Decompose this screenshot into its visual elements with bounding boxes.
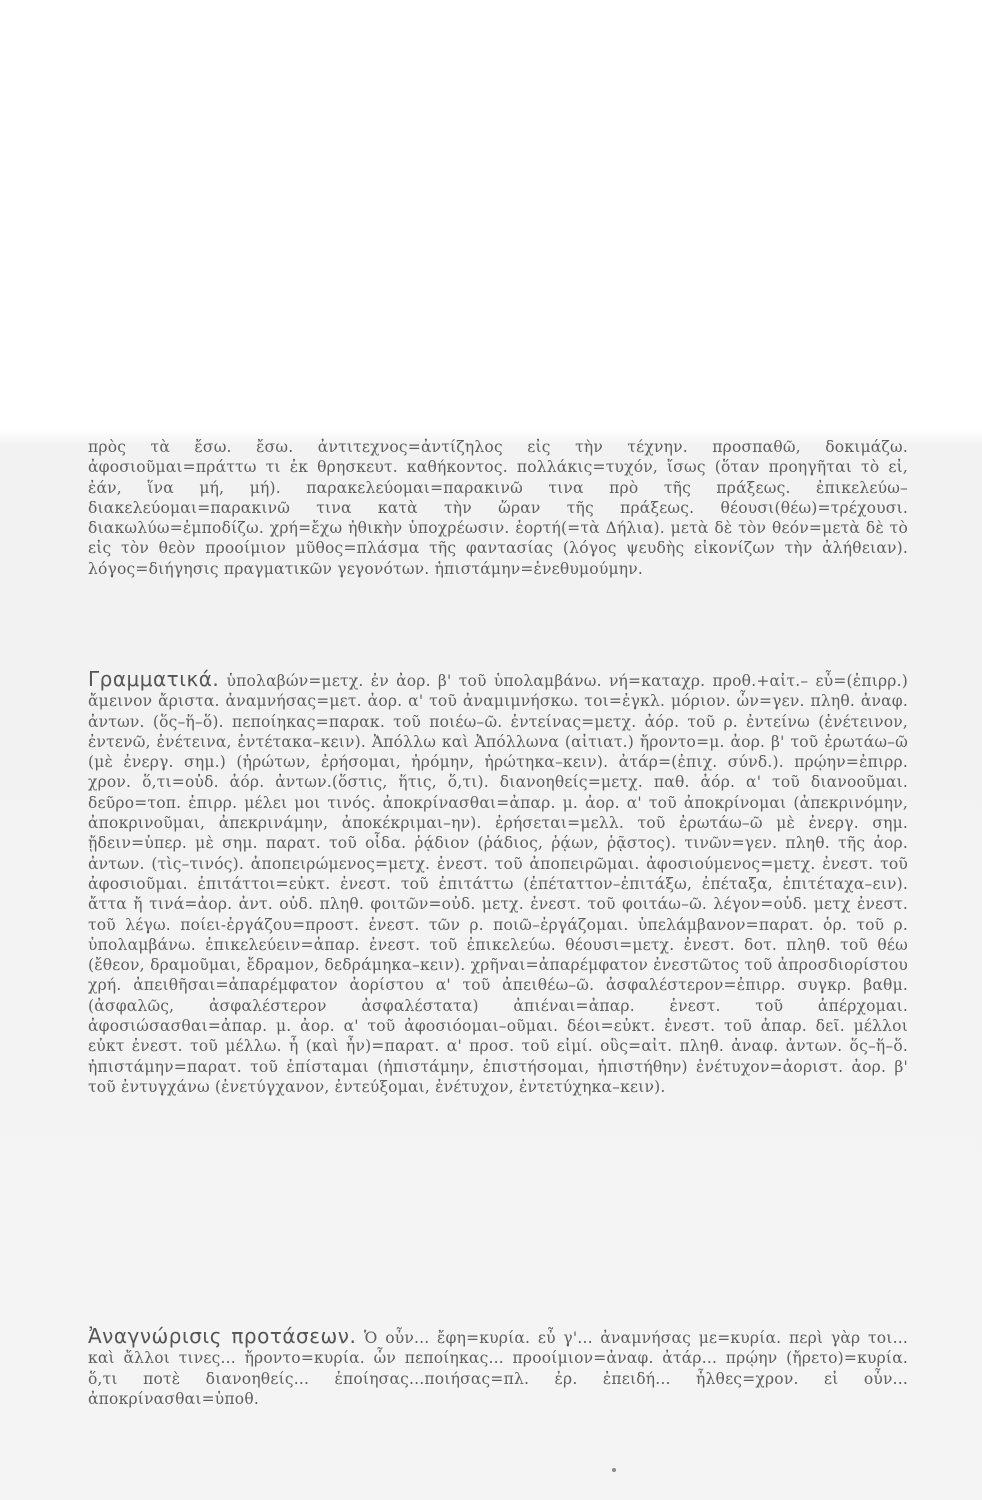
scan-speck — [612, 1468, 616, 1472]
recognition-heading: Ἀναγνώρισις προτάσεων. — [88, 1324, 357, 1348]
glossary-text: πρὸς τὰ ἔσω. ἔσω. ἀντιτεχνος=ἀντίζηλος εἰς τὴν τέχνην. προσπαθῶ, δοκιμάζω. ἀφοσιοῦμαι=πράττω τι ἐκ θρησκευτ. καθήκοντος. πολλάκις=τυχόν, ἴσως (ὅταν προηγῆται τὸ εἰ, ἐάν, ἵνα μή, μή). παρακελεύομαι=παρακινῶ τινα πρὸ τῆς πράξεως. ἐπικελεύω–διακελεύομαι=παρακινῶ τινα κατὰ τὴν ὥραν τῆς πράξεως. θέουσι(θέω)=τρέχουσι. διακωλύω=ἐμποδίζω. χρή=ἔχω ἠθικὴν ὑποχρέωσιν. ἑορτή(=τὰ Δήλια). μετὰ δὲ τὸν θεόν=μετὰ δὲ τὸ εἰς τὸν θεὸν προοίμιον μῦθος=πλάσμα τῆς φαντασίας (λόγος ψευδὴς εἰκονίζων τὴν ἀλήθειαν). λόγος=διήγησις πραγματικῶν γεγονότων. ἠπιστάμην=ἐνεθυμούμην. — [88, 438, 908, 578]
glossary-continuation — [88, 437, 908, 579]
grammar-paragraph — [88, 669, 908, 1097]
grammar-text: ὑπολαβών=μετχ. ἐν ἀορ. β' τοῦ ὑπολαμβάνω. νή=καταχρ. προθ.+αἰτ.– εὖ=(ἐπιρρ.) ἄμεινον ἄριστα. ἀναμνήσας=μετ. ἀορ. α' τοῦ ἀναμιμνήσκω. τοι=ἐγκλ. μόριον. ὧν=γεν. πληθ. ἀναφ. ἀντων. (ὅς–ἥ–ὅ). πεποίηκας=παρακ. τοῦ ποιέω–ῶ. ἐντείνας=μετχ. ἀόρ. τοῦ ρ. ἐντείνω (ἐνέτεινον, ἐντενῶ, ἐνέτεινα, ἐντέτακα–κειν). Ἀπόλλω καὶ Ἀπόλλωνα (αἰτιατ.) ἤροντο=μ. ἀορ. β' τοῦ ἐρωτάω–ῶ (μὲ ἐνεργ. σημ.) (ἠρώτων, ἐρήσομαι, ἠρόμην, ἠρώτηκα–κειν). ἀτάρ=(ἐπιχ. σύνδ.). πρῴην=ἐπιρρ. χρον. ὅ,τι=οὐδ. ἀόρ. ἀντων.(ὅστις, ἥτις, ὅ,τι). διανοηθείς=μετχ. παθ. ἀόρ. α' τοῦ διανοοῦμαι. δεῦρο=τοπ. ἐπιρρ. μέλει μοι τινός. ἀποκρίνασθαι=ἀπαρ. μ. ἀορ. α' τοῦ ἀποκρίνομαι (ἀπεκρινόμην, ἀποκρινοῦμαι, ἀπεκρινάμην, ἀποκέκριμαι–ην). ἐρήσεται=μελλ. τοῦ ἐρωτάω–ῶ μὲ ἐνεργ. σημ. ᾔδειν=ὑπερ. μὲ σημ. παρατ. τοῦ οἶδα. ῥᾴδιον (ῥάδιος, ῥᾴων, ῥᾷστος). τινῶν=γεν. πληθ. τῆς ἀορ. ἀντων. (τὶς–τινός). ἀποπειρώμενος=μετχ. ἐνεστ. τοῦ ἀποπειρῶμαι. ἀφοσιούμενος=μετχ. ἐνεστ. τοῦ ἀφοσιοῦμαι. ἐπιτάττοι=εὐκτ. ἐνεστ. τοῦ ἐπιτάττω (ἐπέταττον–ἐπιτάξω, ἐπέταξα, ἐπιτέταχα–ειν). ἄττα ἤ τινά=ἀορ. ἀντ. οὐδ. πληθ. φοιτῶν=οὐδ. μετχ. ἐνεστ. τοῦ φοιτάω–ῶ. λέγον=οὐδ. μετχ ἐνεστ. τοῦ λέγω. ποίει-ἐργάζου=προστ. ἐνεστ. τῶν ρ. ποιῶ–ἐργάζομαι. ὑπελάμβανον=παρατ. ὁρ. τοῦ ρ. ὑπολαμβάνω. ἐπικελεύειν=ἀπαρ. ἐνεστ. τοῦ ἐπικελεύω. θέουσι=μετχ. ἐνεστ. δοτ. πληθ. τοῦ θέω (ἔθεον, δραμοῦμαι, ἔδραμον, δεδράμηκα–κειν). χρῆναι=ἀπαρέμφατον ἐνεστῶτος τοῦ ἀπροσδιορίστου χρή. ἀπειθῆσαι=ἀπαρέμφατον ἀορίστου α' τοῦ ἀπειθέω–ῶ. ἀσφαλέστερον=ἐπιρρ. συγκρ. βαθμ. (ἀσφαλῶς, ἀσφαλέστερον ἀσφαλέστατα) ἀπιέναι=ἀπαρ. ἐνεστ. τοῦ ἀπέρχομαι. ἀφοσιώσασθαι=ἀπαρ. μ. ἀορ. α' τοῦ ἀφοσιόομαι–οῦμαι. δέοι=εὐκτ. ἐνεστ. τοῦ ἀπαρ. δεῖ. μέλλοι εὐκτ ἐνεστ. τοῦ μέλλω. ἦ (καὶ ἦν)=παρατ. α' προσ. τοῦ εἰμί. οὓς=αἰτ. πληθ. ἀναφ. ἀντων. ὅς–ἥ–ὅ. ἠπιστάμην=παρατ. τοῦ ἐπίσταμαι (ἠπιστάμην, ἐπιστήσομαι, ἠπιστήθην) ἐνέτυχον=ἀοριστ. ἀορ. β' τοῦ ἐντυγχάνω (ἐνετύγχανον, ἐντεύξομαι, ἐνέτυχον, ἐντετύχηκα–κειν). — [88, 672, 908, 1096]
recognition-paragraph — [88, 1326, 908, 1409]
grammar-section — [88, 669, 908, 1097]
recognition-text: Ὁ οὖν... ἔφη=κυρία. εὖ γ'... ἀναμνήσας με=κυρία. περὶ γὰρ τοι... καὶ ἄλλοι τινες... ἤροντο=κυρία. ὧν πεποίηκας... προοίμιον=ἀναφ. ἀτάρ... πρῴην (ἤρετο)=κυρία. ὅ,τι ποτὲ διανοηθείς... ἐποίησας...ποιήσας=πλ. ἐρ. ἐπειδή... ἦλθες=χρον. εἰ οὖν... ἀποκρίνασθαι=ὑποθ. — [88, 1329, 908, 1408]
grammar-heading: Γραμματικά. — [88, 667, 220, 691]
recognition-section — [88, 1326, 908, 1409]
